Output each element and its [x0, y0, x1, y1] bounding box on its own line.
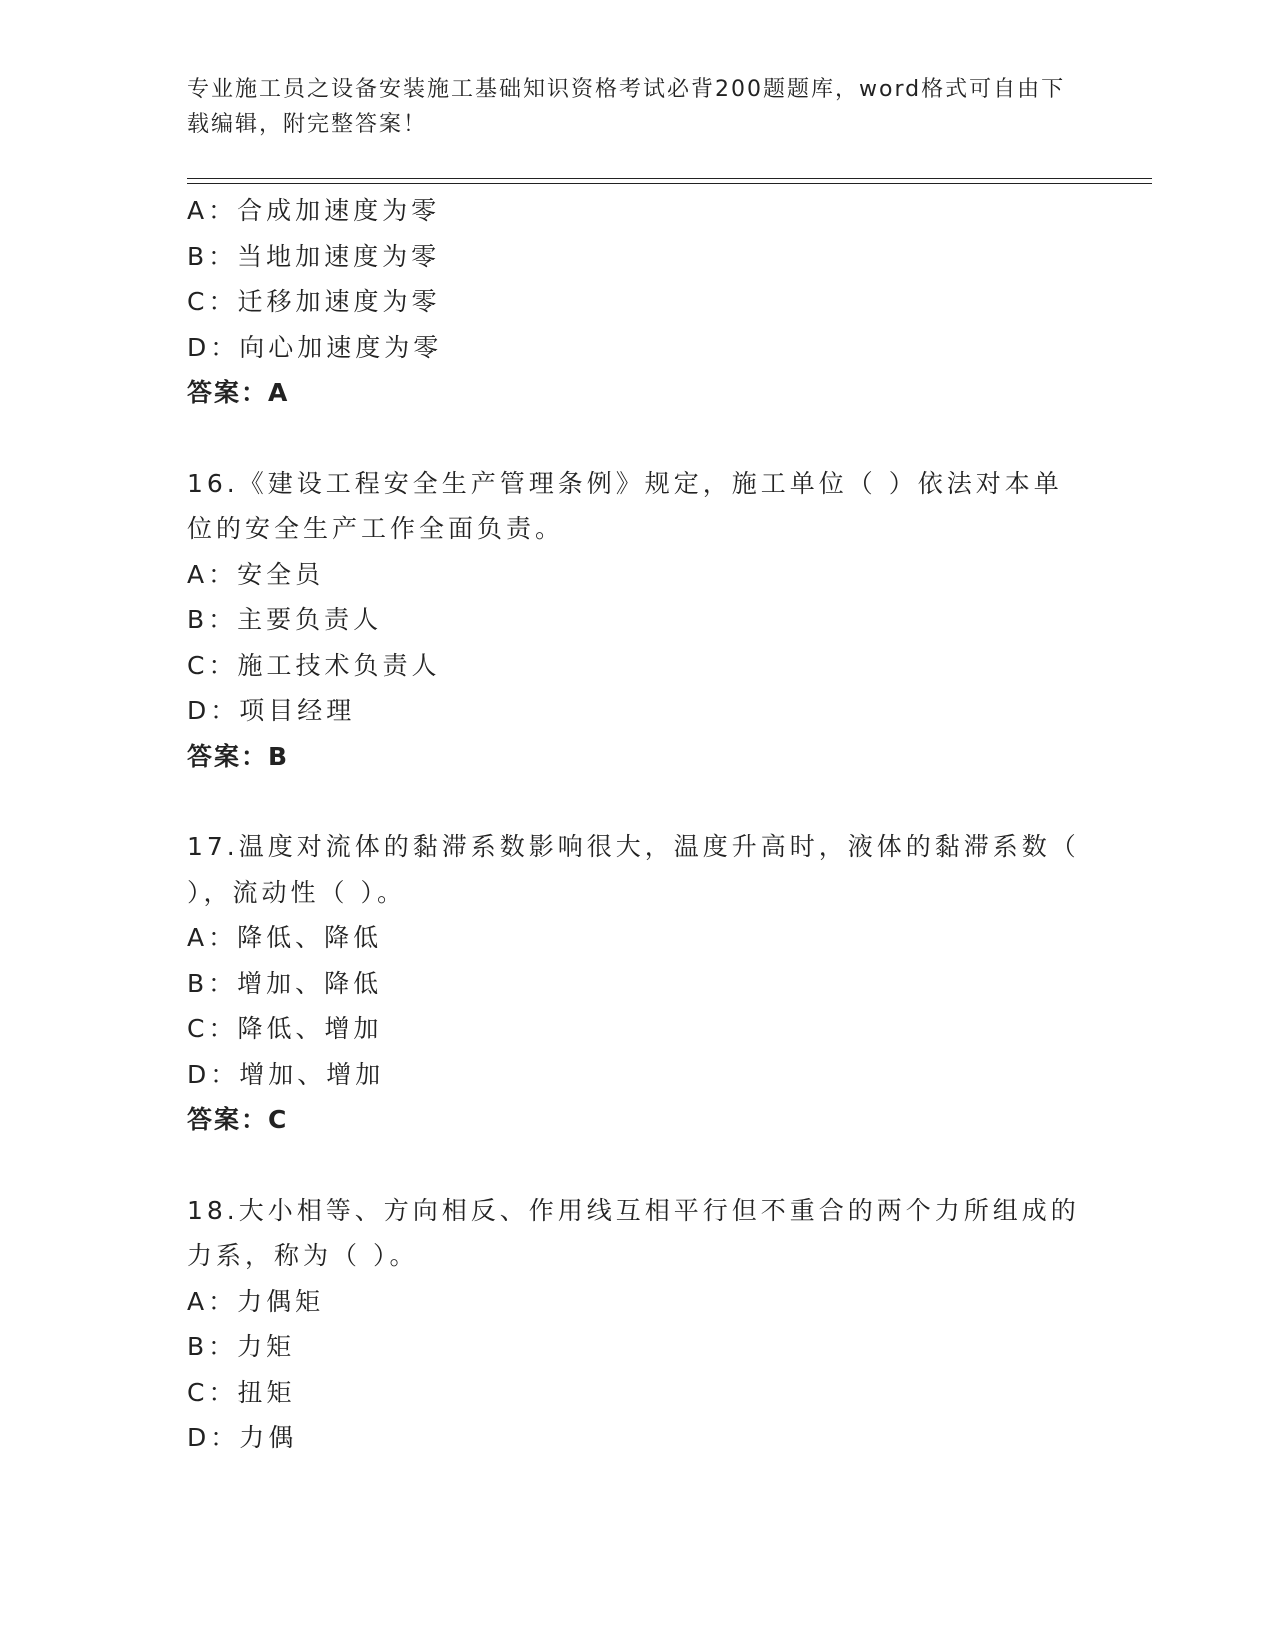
answer: 答案：A — [187, 378, 290, 407]
option-b: B：主要负责人 — [187, 605, 383, 634]
option-a: A：降低、降低 — [187, 923, 383, 952]
question-15 — [187, 188, 1087, 416]
option-b: B：力矩 — [187, 1332, 296, 1361]
question-stem-line-1: 18.大小相等、方向相反、作用线互相平行但不重合的两个力所组成的 — [187, 1195, 1080, 1225]
option-d: D：项目经理 — [187, 696, 356, 725]
header-divider-top — [187, 178, 1152, 179]
question-17 — [187, 824, 1087, 1143]
document-header: 专业施工员之设备安装施工基础知识资格考试必背200题题库，word格式可自由下载编辑，附完整答案！ — [187, 77, 1066, 137]
question-stem-line-2: 力系，称为（ ）。 — [187, 1241, 419, 1270]
question-stem-line-1: 16.《建设工程安全生产管理条例》规定，施工单位（ ）依法对本单 — [187, 468, 1063, 498]
option-a: A：合成加速度为零 — [187, 196, 441, 225]
question-16 — [187, 461, 1087, 780]
option-a: A：安全员 — [187, 559, 325, 589]
option-c: C：降低、增加 — [187, 1014, 383, 1043]
option-d: D：增加、增加 — [187, 1059, 385, 1089]
question-list — [187, 188, 1087, 1461]
question-stem-line-1: 17.温度对流体的黏滞系数影响很大，温度升高时，液体的黏滞系数（ — [187, 832, 1080, 861]
option-c: C：扭矩 — [187, 1377, 296, 1407]
option-d: D：向心加速度为零 — [187, 332, 443, 362]
header-divider-bottom — [187, 183, 1152, 184]
option-a: A：力偶矩 — [187, 1286, 325, 1316]
option-b: B：增加、降低 — [187, 968, 383, 998]
answer: 答案：B — [187, 741, 290, 771]
question-stem-line-2: 位的安全生产工作全面负责。 — [187, 514, 565, 543]
answer: 答案：C — [187, 1105, 289, 1134]
question-18 — [187, 1188, 1087, 1461]
question-stem-line-2: ），流动性（ ）。 — [187, 877, 406, 907]
option-d: D：力偶 — [187, 1423, 298, 1452]
option-c: C：迁移加速度为零 — [187, 287, 441, 316]
option-b: B：当地加速度为零 — [187, 241, 441, 271]
option-c: C：施工技术负责人 — [187, 650, 441, 680]
